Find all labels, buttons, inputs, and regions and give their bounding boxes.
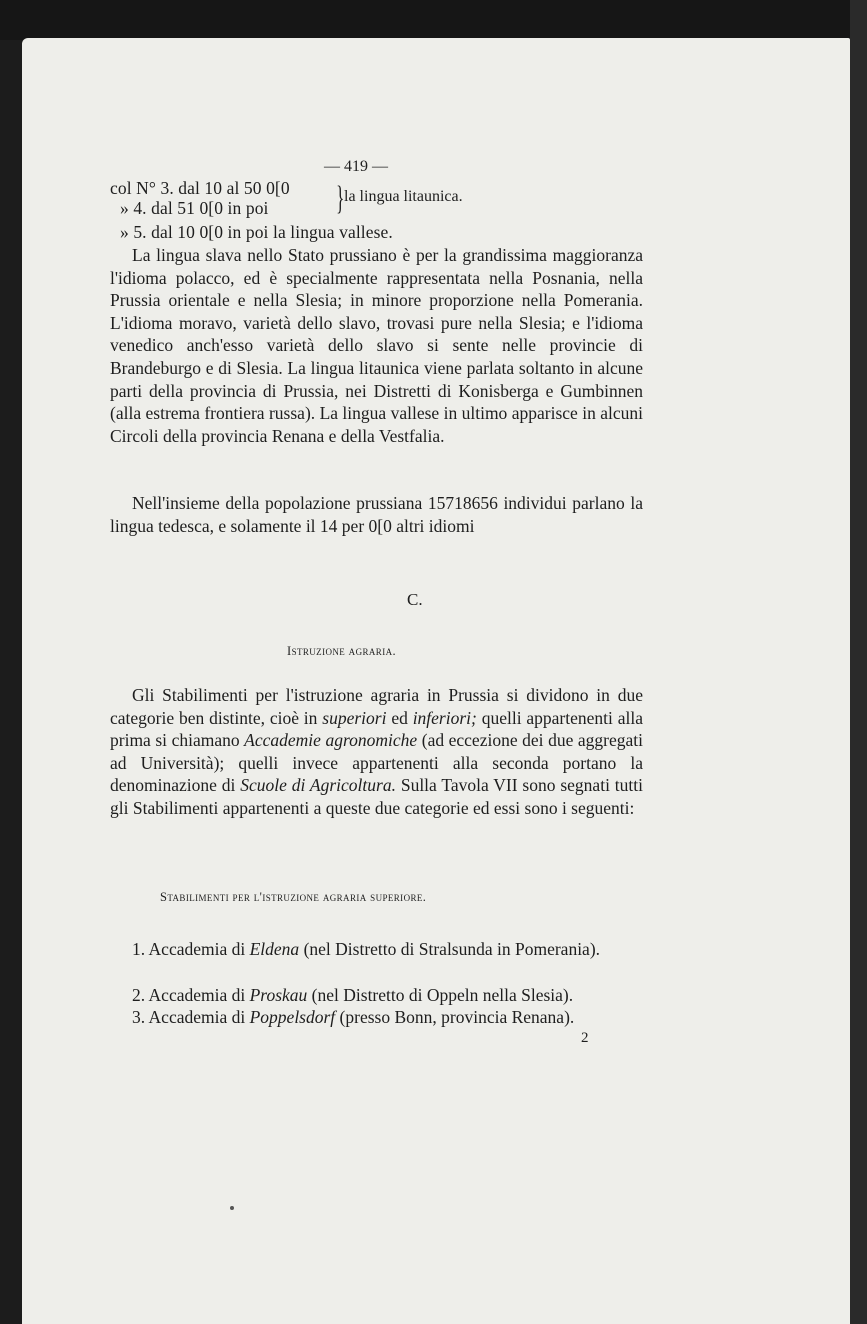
brace-label: la lingua litaunica. — [344, 188, 463, 205]
p3-italic-scuole: Scuole di Agricoltura. — [240, 775, 396, 796]
section-title: Istruzione agraria. — [287, 644, 397, 658]
scan-border-right — [850, 0, 867, 1324]
list-item-1-pre: 1. Accademia di — [132, 939, 250, 959]
list-item-3 — [110, 1006, 643, 1029]
list-item-1-place: Eldena — [249, 939, 300, 959]
table-line-3: » 5. dal 10 0[0 in poi la lingua vallese. — [120, 222, 393, 242]
list-item-1-post: (nel Distretto di Stralsunda in Pomerania). — [299, 939, 601, 959]
list-item-2-post: (nel Distretto di Oppeln nella Slesia). — [307, 985, 574, 1005]
table-line-1: col N° 3. dal 10 al 50 0[0 — [110, 178, 290, 198]
list-item-2-pre: 2. Accademia di — [132, 985, 250, 1005]
list-item-3-pre: 3. Accademia di — [132, 1007, 250, 1027]
p3-text-c: quelli appartenenti alla prima si chiamano — [110, 707, 643, 751]
p3-text-b: ed — [386, 707, 413, 728]
scan-border-top — [0, 0, 867, 40]
list-item-3-place: Poppelsdorf — [249, 1007, 336, 1027]
subsection-title: Stabilimenti per l'istruzione agraria superiore. — [160, 890, 427, 904]
page-number: — 419 — — [324, 158, 388, 175]
p3-italic-accademie: Accademie agronomiche — [244, 730, 418, 751]
list-item-2 — [110, 984, 643, 1007]
brace-glyph: } — [336, 180, 345, 217]
paragraph-lingua-slava: La lingua slava nello Stato prussiano è per la grandissima maggioranza l'idioma polacco, ed è specialmente rappresentata nella Posnania, nella Prussia orientale e nella Slesia; in minore proporzione nella Pomerania. L'idioma moravo, varietà dello slavo, trovasi pure nella Slesia; e l'idioma venedico anch'esso varietà dello slavo si sente nelle provincie di Brandeburgo e di Slesia. La lingua litaunica viene parlata soltanto in alcune parti della provincia di Prussia, nei Distretti di Konisberga e Gumbinnen (alla estrema frontiera russa). La lingua vallese in ultimo apparisce in alcuni Circoli della provincia Renana e della Vestfalia. — [110, 245, 643, 446]
p3-italic-superiori: superiori — [322, 707, 387, 728]
section-letter: C. — [407, 590, 423, 609]
table-line-2: » 4. dal 51 0[0 in poi — [120, 198, 269, 218]
list-item-2-place: Proskau — [249, 985, 308, 1005]
p3-text-d: (ad eccezione dei due aggregati ad Università); quelli invece appartenenti alla seconda portano la denominazione di — [110, 730, 643, 796]
p3-text-e: Sulla Tavola VII sono segnati tutti gli Stabilimenti appartenenti a queste due categorie ed essi sono i seguenti: — [110, 775, 643, 818]
ink-speck — [230, 1206, 234, 1210]
p3-text-a: Gli Stabilimenti per l'istruzione agraria in Prussia si dividono in due categorie ben distinte, cioè in — [110, 685, 643, 728]
signature-mark: 2 — [581, 1030, 589, 1046]
list-item-3-post: (presso Bonn, provincia Renana). — [335, 1007, 575, 1027]
p3-italic-inferiori: inferiori; — [412, 707, 477, 728]
list-item-1 — [110, 938, 643, 961]
paragraph-stabilimenti — [110, 684, 643, 820]
paragraph-popolazione: Nell'insieme della popolazione prussiana 15718656 individui parlano la lingua tedesca, e solamente il 14 per 0[0 altri idiomi — [110, 493, 643, 536]
